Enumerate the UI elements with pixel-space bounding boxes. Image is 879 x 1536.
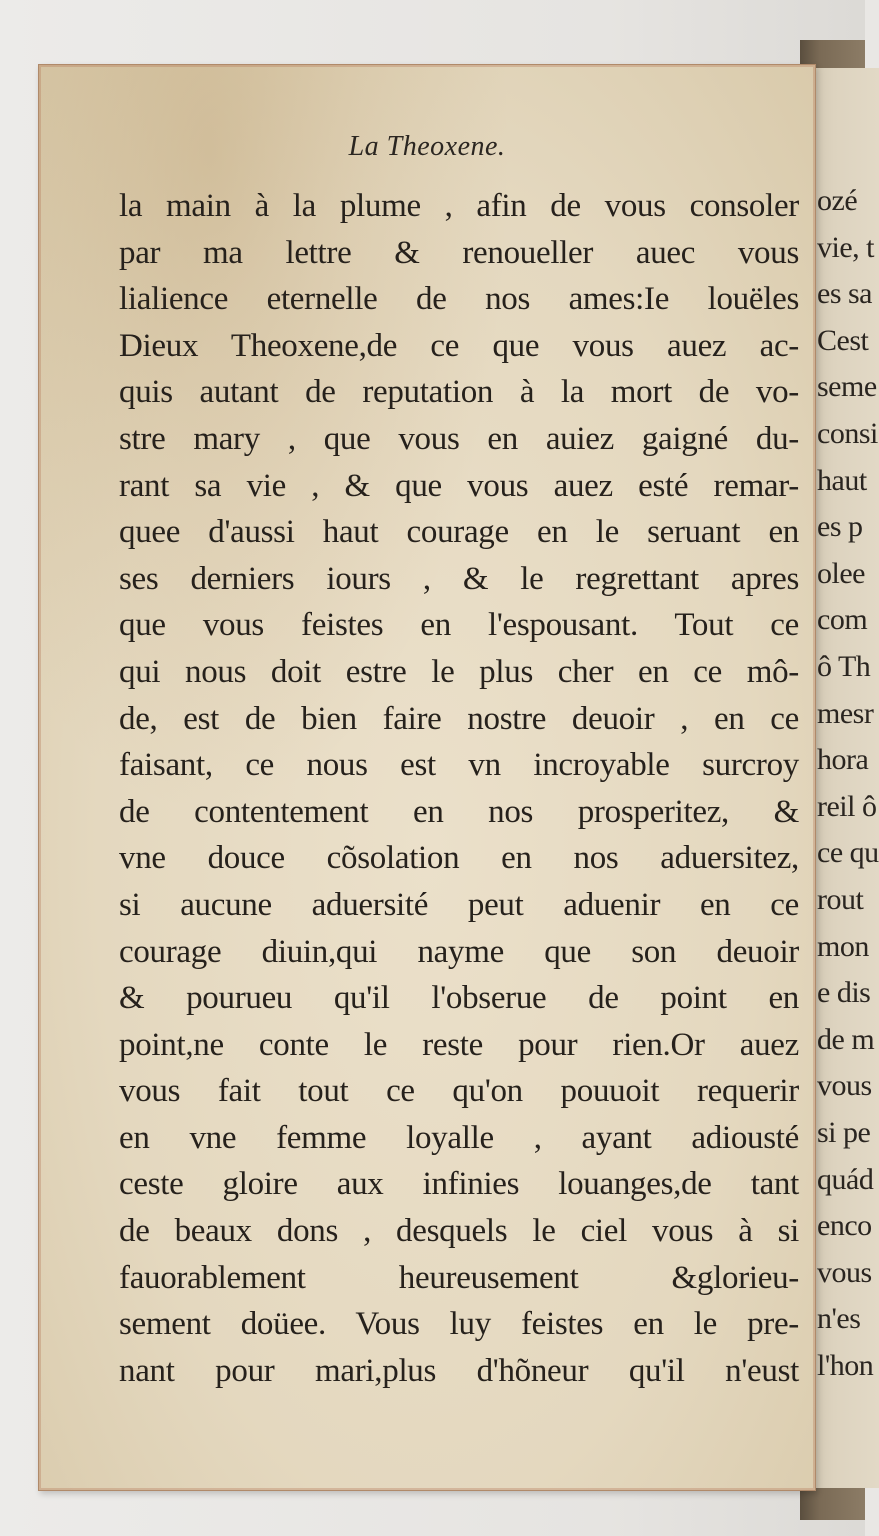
facing-page-line: ô Th xyxy=(817,650,871,683)
facing-page xyxy=(808,68,879,1488)
facing-page-line: l'hon xyxy=(817,1349,874,1382)
text-line: vne douce cõsolation en nos aduersitez, xyxy=(119,840,799,877)
facing-page-line: vie, t xyxy=(817,230,874,264)
book-page xyxy=(38,64,816,1491)
facing-page-line: es sa xyxy=(817,277,872,311)
facing-page-line: es p xyxy=(817,510,863,544)
text-line: si aucune aduersité peut aduenir en ce xyxy=(119,886,799,923)
running-head: La Theoxene. xyxy=(348,131,506,162)
text-line: quis autant de reputation à la mort de vo- xyxy=(119,374,799,411)
text-line: que vous feistes en l'espousant. Tout ce xyxy=(119,607,799,644)
facing-page-line: mon xyxy=(817,929,869,963)
facing-page-line: si pe xyxy=(817,1116,871,1149)
facing-page-line: e dis xyxy=(817,976,871,1010)
text-line: vous fait tout ce qu'on pouuoit requerir xyxy=(119,1073,799,1110)
text-line: ses derniers iours , & le regrettant apres xyxy=(119,560,799,597)
facing-page-line: consi xyxy=(817,417,878,450)
facing-page-line: seme xyxy=(817,370,877,404)
facing-page-line: rout xyxy=(817,883,864,916)
text-line: fauorablement heureusement &glorieu- xyxy=(119,1259,799,1296)
facing-page-line: vous xyxy=(817,1069,872,1103)
facing-page-line: hora xyxy=(817,743,869,777)
facing-page-line: haut xyxy=(817,463,867,497)
text-line: lialience eternelle de nos ames:Ie louëles xyxy=(119,281,799,318)
facing-page-line: com xyxy=(817,603,868,637)
text-line: sement doüee. Vous luy feistes en le pre- xyxy=(119,1306,799,1343)
facing-page-line: n'es xyxy=(817,1302,861,1336)
text-line: quee d'aussi haut courage en le seruant en xyxy=(119,514,799,551)
text-line: de beaux dons , desquels le ciel vous à si xyxy=(119,1213,799,1250)
text-line: point,ne conte le reste pour rien.Or auez xyxy=(119,1026,799,1063)
facing-page-line: de m xyxy=(817,1022,875,1056)
facing-page-line: reil ô xyxy=(817,789,877,823)
text-line: qui nous doit estre le plus cher en ce mô- xyxy=(119,653,799,690)
facing-page-line: enco xyxy=(817,1209,872,1243)
text-line: nant pour mari,plus d'hõneur qu'il n'eust xyxy=(119,1352,799,1389)
text-line: de contentement en nos prosperitez, & xyxy=(119,793,799,830)
facing-page-line: Cest xyxy=(817,323,869,357)
text-line: la main à la plume , afin de vous consoler xyxy=(119,188,799,224)
facing-page-line: olee xyxy=(817,556,865,590)
facing-page-line: ce qu xyxy=(817,836,879,870)
text-line: rant sa vie , & que vous auez esté remar- xyxy=(119,467,799,504)
facing-page-line: quád xyxy=(817,1162,874,1196)
text-line: par ma lettre & renoueller auec vous xyxy=(119,234,799,271)
text-line: courage diuin,qui nayme que son deuoir xyxy=(119,933,799,970)
text-line: Dieux Theoxene,de ce que vous auez ac- xyxy=(119,327,799,364)
text-line: faisant, ce nous est vn incroyable surcroy xyxy=(119,747,799,784)
page-text xyxy=(119,183,799,1394)
text-line: stre mary , que vous en auiez gaigné du- xyxy=(119,420,799,457)
facing-page-line: ozé xyxy=(817,184,858,217)
facing-page-line: mesr xyxy=(817,696,874,730)
text-line: en vne femme loyalle , ayant adiousté xyxy=(119,1119,799,1156)
text-line: & pourueu qu'il l'obserue de point en xyxy=(119,980,799,1017)
facing-page-line: vous xyxy=(817,1255,872,1289)
text-line: de, est de bien faire nostre deuoir , en ce xyxy=(119,700,799,737)
text-line: ceste gloire aux infinies louanges,de tant xyxy=(119,1166,799,1203)
